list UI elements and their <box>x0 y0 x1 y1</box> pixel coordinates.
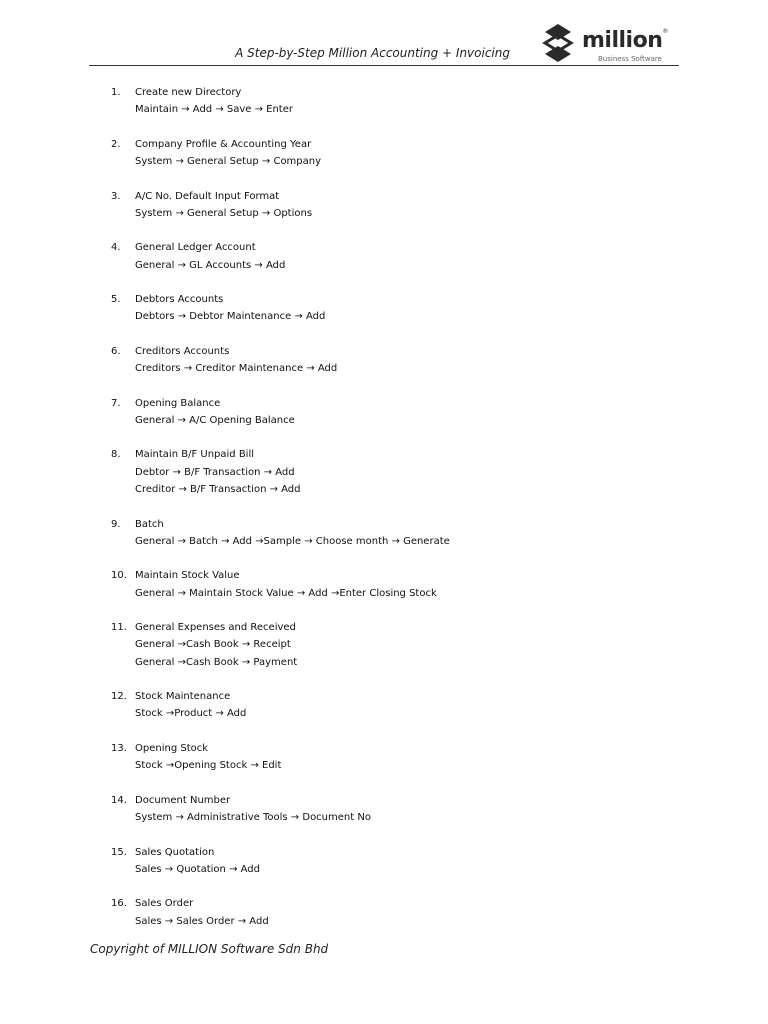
list-item <box>111 844 671 879</box>
step-title: Creditors Accounts <box>135 345 230 357</box>
step-number: 7. <box>111 397 121 409</box>
list-item <box>111 136 671 171</box>
step-number: 4. <box>111 242 121 254</box>
step-menu-path: General → GL Accounts → Add <box>135 259 286 271</box>
step-body <box>135 688 671 723</box>
step-number: 6. <box>111 345 121 357</box>
million-logo <box>542 22 682 66</box>
step-menu-path: Debtors → Debtor Maintenance → Add <box>135 311 326 323</box>
step-menu-path: System → Administrative Tools → Document No <box>135 812 371 824</box>
step-menu-path: System → General Setup → Options <box>135 207 313 219</box>
step-menu-path: Maintain → Add → Save → Enter <box>135 104 293 116</box>
step-title: Sales Quotation <box>135 846 215 858</box>
step-body <box>135 844 671 879</box>
step-menu-path: General →Cash Book → Receipt <box>135 639 291 651</box>
logo-wordmark: million® <box>582 28 668 53</box>
footer-copyright: Copyright of MILLION Software Sdn Bhd <box>90 942 329 956</box>
step-title: Stock Maintenance <box>135 691 231 703</box>
step-number: 2. <box>111 138 121 150</box>
step-title: Maintain B/F Unpaid Bill <box>135 449 255 461</box>
step-body <box>135 792 671 827</box>
step-number: 11. <box>111 622 127 634</box>
step-body <box>135 567 671 602</box>
list-item <box>111 619 671 671</box>
step-menu-path: General → Batch → Add →Sample → Choose month → Generate <box>135 535 450 547</box>
step-number: 13. <box>111 742 127 754</box>
step-body <box>135 446 671 498</box>
step-body <box>135 291 671 326</box>
step-number: 5. <box>111 294 121 306</box>
step-menu-path: Creditors → Creditor Maintenance → Add <box>135 363 338 375</box>
step-title: Maintain Stock Value <box>135 570 240 582</box>
step-menu-path: System → General Setup → Company <box>135 156 322 168</box>
step-number: 8. <box>111 449 121 461</box>
step-body <box>135 343 671 378</box>
step-body <box>135 895 671 930</box>
step-menu-path: Stock →Opening Stock → Edit <box>135 760 282 772</box>
step-body <box>135 84 671 119</box>
step-title: Document Number <box>135 794 231 806</box>
step-title: Opening Stock <box>135 742 209 754</box>
list-item <box>111 688 671 723</box>
step-title: Batch <box>135 518 164 530</box>
list-item <box>111 567 671 602</box>
list-item <box>111 239 671 274</box>
step-number: 10. <box>111 570 127 582</box>
step-body <box>135 239 671 274</box>
list-item <box>111 895 671 930</box>
step-menu-path: Debtor → B/F Transaction → Add <box>135 466 295 478</box>
million-logo-mark-icon <box>542 22 578 64</box>
step-number: 3. <box>111 190 121 202</box>
step-number: 9. <box>111 518 121 530</box>
step-number: 12. <box>111 691 127 703</box>
logo-tagline: Business Software <box>598 55 662 63</box>
step-menu-path: General → Maintain Stock Value → Add →Enter Closing Stock <box>135 587 437 599</box>
list-item <box>111 395 671 430</box>
step-body <box>135 395 671 430</box>
step-number: 16. <box>111 898 127 910</box>
step-title: General Ledger Account <box>135 242 256 254</box>
step-number: 15. <box>111 846 127 858</box>
step-body <box>135 740 671 775</box>
step-title: Sales Order <box>135 898 194 910</box>
step-menu-path: General → A/C Opening Balance <box>135 414 295 426</box>
steps-list <box>111 84 671 947</box>
list-item <box>111 343 671 378</box>
step-title: A/C No. Default Input Format <box>135 190 280 202</box>
step-title: Debtors Accounts <box>135 294 224 306</box>
step-number: 1. <box>111 87 121 98</box>
step-menu-path: Stock →Product → Add <box>135 708 247 720</box>
list-item <box>111 188 671 223</box>
document-header-title: A Step-by-Step Million Accounting + Invoicing <box>235 46 510 60</box>
list-item <box>111 446 671 498</box>
step-menu-path: General →Cash Book → Payment <box>135 656 298 668</box>
step-menu-path: Creditor → B/F Transaction → Add <box>135 484 301 496</box>
step-title: Company Profile & Accounting Year <box>135 138 312 150</box>
header-divider <box>89 65 679 66</box>
list-item <box>111 740 671 775</box>
step-body <box>135 619 671 671</box>
step-title: Create new Directory <box>135 87 242 98</box>
step-title: Opening Balance <box>135 397 221 409</box>
step-body <box>135 516 671 551</box>
list-item <box>111 516 671 551</box>
step-menu-path: Sales → Sales Order → Add <box>135 915 269 927</box>
step-body <box>135 136 671 171</box>
step-menu-path: Sales → Quotation → Add <box>135 863 260 875</box>
list-item <box>111 291 671 326</box>
list-item <box>111 792 671 827</box>
step-number: 14. <box>111 794 127 806</box>
step-body <box>135 188 671 223</box>
list-item <box>111 84 671 119</box>
step-title: General Expenses and Received <box>135 622 296 634</box>
